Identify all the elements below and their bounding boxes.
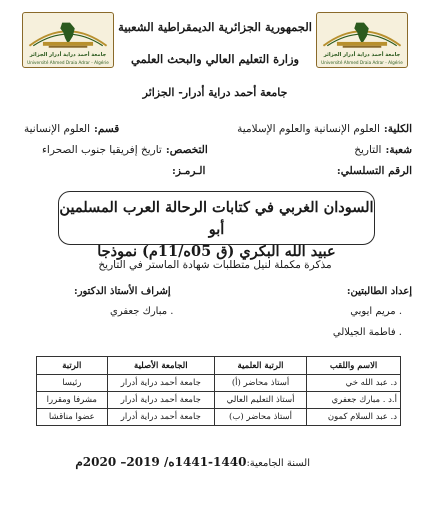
specialty-value: تاريخ إفريقيا جنوب الصحراء xyxy=(42,144,162,156)
branch-label: شعبة: xyxy=(385,144,412,156)
member-role: مشرفا ومقررا xyxy=(37,392,108,409)
logo-name-ar: جامعة أحمد دراية أدرار الجزائر xyxy=(29,52,107,58)
thesis-title-line-1: السودان الغربي في كتابات الرحالة العرب المسلمين أبو xyxy=(59,199,374,238)
column-header-university: الجامعة الأصلية xyxy=(107,357,214,375)
logo-name-en: Université Ahmed Draia Adrar - Algérie xyxy=(27,60,109,65)
table-row xyxy=(37,375,401,392)
logo-name-ar: جامعة أحمد دراية أدرار الجزائر xyxy=(323,52,401,58)
member-university: جامعة أحمد دراية أدرار xyxy=(107,392,214,409)
university-emblem-icon xyxy=(23,13,113,67)
specialty-label: التخصص: xyxy=(165,144,208,156)
member-name: د. عبد الله خي xyxy=(307,375,401,392)
republic-header: الجمهورية الجزائرية الديمقراطية الشعبية xyxy=(118,20,312,34)
code-line xyxy=(168,165,205,177)
member-grade: أستاذ التعليم العالي xyxy=(214,392,306,409)
thesis-title-line-2: عبيد الله البكري (ق 05ه/11م) نموذجا xyxy=(97,243,336,260)
department-label: قسم: xyxy=(94,123,120,135)
thesis-subtitle: مذكرة مكملة لنيل متطلبات شهادة الماستر في التاريخ xyxy=(98,259,332,271)
student-name-1: . مريم ايوبي xyxy=(350,306,402,317)
member-role: رئيسا xyxy=(37,375,108,392)
branch-value: التاريخ xyxy=(354,144,382,156)
faculty-label: الكلية: xyxy=(383,123,412,135)
university-emblem-icon xyxy=(317,13,407,67)
specialty-line xyxy=(42,144,208,156)
academic-year-label: السنة الجامعية: xyxy=(246,458,310,469)
table-header-row xyxy=(37,357,401,375)
thesis-title-box xyxy=(58,191,375,260)
member-role: عضوا مناقشا xyxy=(37,409,108,426)
table-row xyxy=(37,392,401,409)
academic-year-value: 1440-1441ه/ 2019– 2020م xyxy=(75,455,247,469)
column-header-role: الرتبة xyxy=(37,357,108,375)
department-line xyxy=(24,123,119,135)
faculty-line xyxy=(237,123,412,135)
column-header-grade: الرتبة العلمية xyxy=(214,357,306,375)
university-header: جامعة أحمد دراية أدرار- الجزائر xyxy=(142,86,288,99)
jury-committee-table xyxy=(36,356,401,426)
supervisor-name: . مبارك جعفري xyxy=(110,306,174,317)
student-name-2: . فاطمة الجيلالي xyxy=(332,327,402,338)
member-university: جامعة أحمد دراية أدرار xyxy=(107,409,214,426)
branch-line xyxy=(354,144,412,156)
university-logo-right xyxy=(316,12,408,68)
table-row xyxy=(37,409,401,426)
department-value: العلوم الإنسانية xyxy=(24,123,91,135)
academic-year xyxy=(75,455,310,469)
member-university: جامعة أحمد دراية أدرار xyxy=(107,375,214,392)
serial-number-label: الرقم التسلسلي: xyxy=(336,165,412,177)
logo-name-en: Université Ahmed Draia Adrar - Algérie xyxy=(321,60,403,65)
university-logo-left xyxy=(22,12,114,68)
code-label: الـرمـز: xyxy=(172,165,206,177)
member-name: د. عبد السلام كمون xyxy=(307,409,401,426)
member-grade: أستاذ محاضر (أ) xyxy=(214,375,306,392)
students-label: إعداد الطالبتين: xyxy=(346,286,412,297)
member-grade: أستاذ محاضر (ب) xyxy=(214,409,306,426)
serial-number-line xyxy=(333,165,412,177)
member-name: أ.د . مبارك جعفري xyxy=(307,392,401,409)
column-header-name: الاسم واللقب xyxy=(307,357,401,375)
ministry-header: وزارة التعليم العالي والبحث العلمي xyxy=(130,52,300,66)
supervisor-label: إشراف الأستاذ الدكتور: xyxy=(74,286,171,297)
faculty-value: العلوم الإنسانية والعلوم الإسلامية xyxy=(237,123,380,135)
